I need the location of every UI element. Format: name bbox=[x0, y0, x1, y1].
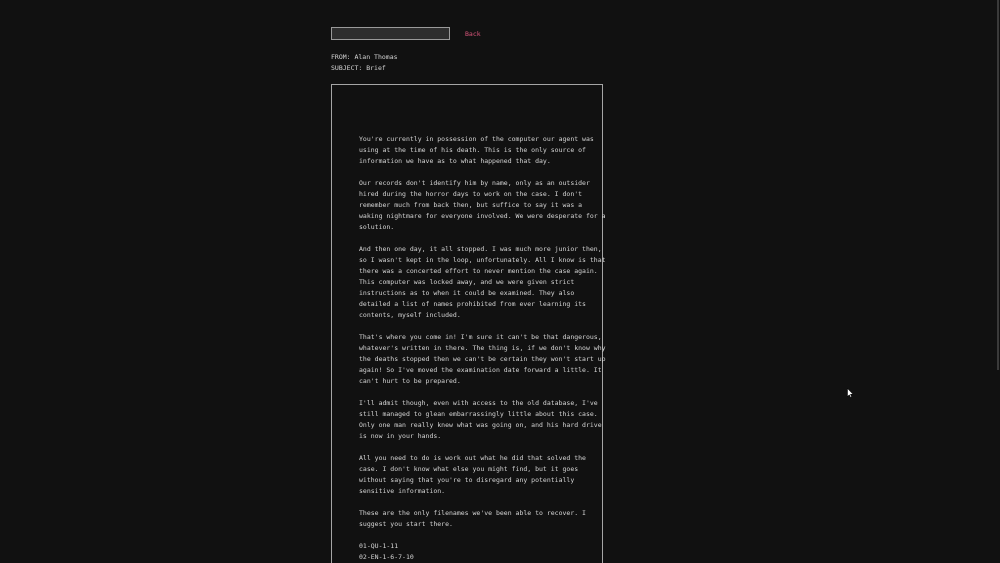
letter-line: again! So I've moved the examination date forward a little. It bbox=[359, 366, 602, 374]
letter-line: hired during the horror days to work on the case. I don't bbox=[359, 190, 583, 198]
letter-line: waking nightmare for everyone involved. We were desperate for a bbox=[359, 212, 606, 220]
letter-paragraph bbox=[359, 244, 606, 321]
page-scrollbar[interactable] bbox=[997, 0, 999, 370]
back-link[interactable]: Back bbox=[465, 29, 481, 38]
letter-line: These are the only filenames we've been able to recover. I bbox=[359, 509, 586, 517]
mouse-cursor-icon bbox=[847, 388, 854, 398]
letter-line: That's where you come in! I'm sure it can't be that dangerous, bbox=[359, 333, 602, 341]
letter-line: using at the time of his death. This is the only source of bbox=[359, 146, 586, 154]
search-input[interactable] bbox=[331, 27, 450, 40]
toolbar bbox=[331, 27, 481, 40]
letter-line: the deaths stopped then we can't be certain they won't start up bbox=[359, 355, 606, 363]
letter-line: Our records don't identify him by name, only as an outsider bbox=[359, 179, 590, 187]
letter-line: You're currently in possession of the computer our agent was bbox=[359, 135, 594, 143]
letter-paragraph bbox=[359, 134, 594, 167]
letter-line: so I wasn't kept in the loop, unfortunately. All I know is that bbox=[359, 256, 606, 264]
letter-line: case. I don't know what else you might find, but it goes bbox=[359, 465, 579, 473]
letter-line: solution. bbox=[359, 223, 395, 231]
letter-line: whatever's written in there. The thing is, if we don't know why bbox=[359, 344, 606, 352]
letter-line: there was a concerted effort to never mention the case again. bbox=[359, 267, 598, 275]
letter-line: contents, myself included. bbox=[359, 311, 461, 319]
letter-line: is now in your hands. bbox=[359, 432, 442, 440]
letter-body bbox=[359, 134, 606, 563]
letter-paragraph bbox=[359, 398, 602, 442]
letter-line: Only one man really knew what was going on, and his hard drive bbox=[359, 421, 602, 429]
letter-line: remember much from back then, but suffice to say it was a bbox=[359, 201, 583, 209]
letter-line: instructions as to when it could be examined. They also bbox=[359, 289, 575, 297]
letter-paragraph bbox=[359, 178, 606, 233]
filename-item: 01-QU-1-11 bbox=[359, 542, 399, 550]
letter-line: And then one day, it all stopped. I was much more junior then, bbox=[359, 245, 602, 253]
letter-panel[interactable] bbox=[331, 84, 606, 563]
letter-line: information we have as to what happened that day. bbox=[359, 157, 551, 165]
letter-line: can't hurt to be prepared. bbox=[359, 377, 461, 385]
letter-line: suggest you start there. bbox=[359, 520, 453, 528]
letter-line: This computer was locked away, and we were given strict bbox=[359, 278, 575, 286]
letter-line: sensitive information. bbox=[359, 487, 446, 495]
letter-line: All you need to do is work out what he did that solved the bbox=[359, 454, 586, 462]
letter-line: without saying that you're to disregard any potentially bbox=[359, 476, 575, 484]
letter-line: still managed to glean embarrassingly little about this case. bbox=[359, 410, 598, 418]
email-subject: SUBJECT: Brief bbox=[331, 64, 386, 72]
letter-paragraph bbox=[359, 453, 584, 497]
letter-line: detailed a list of names prohibited from ever learning its bbox=[359, 300, 586, 308]
letter-paragraph bbox=[359, 508, 584, 530]
letter-line: I'll admit though, even with access to the old database, I've bbox=[359, 399, 598, 407]
filename-item: 02-EN-1-6-7-10 bbox=[359, 553, 414, 561]
email-from: FROM: Alan Thomas bbox=[331, 53, 398, 61]
letter-paragraph bbox=[359, 332, 606, 387]
